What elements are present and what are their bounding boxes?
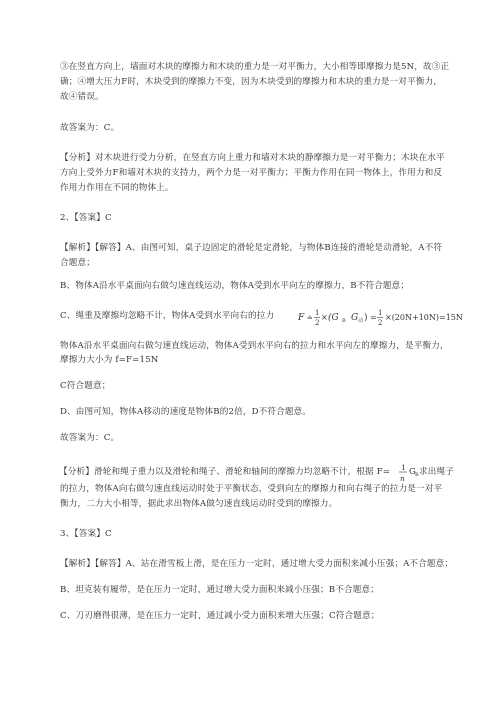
tension-formula xyxy=(298,305,468,331)
formula-g-open: (G xyxy=(328,313,339,323)
svg-text:1: 1 xyxy=(378,309,383,317)
text-line: ③在竖直方向上，墙面对木块的摩擦力和木块的重力是一对平衡力，大小相等即摩擦力是5N，故③正 xyxy=(60,62,450,72)
answer-line: 故答案为：C。 xyxy=(60,433,120,443)
svg-text:×: × xyxy=(321,313,328,322)
question-heading: 2、【答案】C xyxy=(60,213,112,223)
formula-num1: 1 xyxy=(315,309,320,317)
analysis-line: 方向上受外力F和墙对木块的支持力，两个力是一对平衡力；平衡力作用在同一物体上，作用力和反 xyxy=(60,168,443,178)
svg-text:1: 1 xyxy=(401,463,406,472)
formula-den1: 2 xyxy=(315,319,320,327)
solution-line: 物体A沿水平桌面向右做匀速直线运动，物体A受到水平向右的拉力和水平向左的摩擦力，是平衡力， xyxy=(60,341,449,351)
analysis-line: 【分析】对木块进行受力分析，在竖直方向上重力和墙对木块的静摩擦力是一对平衡力；木块在水平 xyxy=(60,153,445,163)
svg-text:动: 动 xyxy=(358,318,364,324)
formula-f: F xyxy=(298,313,305,323)
svg-text:≐: ≐ xyxy=(307,314,313,322)
question-heading: 3、【答案】C xyxy=(60,529,112,539)
solution-line: 【解析】【解答】A、站在滑雪板上滑，是在压力一定时，通过增大受力面积来减小压强；A不合题意； xyxy=(60,559,454,569)
solution-line: B、物体A沿水平桌面向右做匀速直线运动，物体A受到水平向左的摩擦力，B不符合题意； xyxy=(60,281,410,291)
solution-line: D、由图可知，物体A移动的速度是物体B的2倍，D不符合题意。 xyxy=(60,407,312,417)
solution-line: 合题意； xyxy=(60,258,95,268)
solution-line: B、坦克装有履带，是在压力一定时，通过增大受力面积来减小压强；B不合题意； xyxy=(60,585,379,595)
svg-text:=: = xyxy=(370,313,377,322)
analysis-g-sub: B xyxy=(415,472,419,478)
text-line: 故④错误。 xyxy=(60,92,104,102)
svg-text:2: 2 xyxy=(378,319,383,327)
solution-line: C符合题意； xyxy=(60,381,111,391)
analysis-line-tail: 求出绳子 xyxy=(419,467,454,477)
analysis-line: 衡力，二力大小相等，据此求出物体A做匀速直线运动时受到的摩擦力。 xyxy=(60,499,338,509)
svg-text:G: G xyxy=(351,313,359,323)
analysis-line: 作用力作用在不同的物体上。 xyxy=(60,183,174,193)
svg-text:B: B xyxy=(342,318,346,324)
solution-line: 【解析】【解答】A、由图可知，桌子边固定的滑轮是定滑轮，与物体B连接的滑轮是动滑轮，A不符 xyxy=(60,243,443,253)
svg-text:): ) xyxy=(364,313,368,323)
svg-text:n: n xyxy=(400,474,405,483)
analysis-line: 的拉力，物体A向右做匀速直线运动时处于平衡状态，受到向左的摩擦力和向右绳子的拉力是一对平 xyxy=(60,484,443,494)
solution-line: 摩擦力大小为 f=F=15N xyxy=(60,355,159,365)
svg-text:×(20N+10N)=15N: ×(20N+10N)=15N xyxy=(385,313,463,322)
text-line: 确；④增大压力F时，木块受到的摩擦力不变，因为木块受到的摩擦力和木块的重力是一对平衡力， xyxy=(60,77,443,87)
answer-line: 故答案为：C。 xyxy=(60,123,120,133)
analysis-g: G xyxy=(409,467,417,477)
analysis-line: 【分析】滑轮和绳子重力以及滑轮和绳子、滑轮和轴间的摩擦力均忽略不计，根据 F= xyxy=(59,467,391,477)
solution-line: C、刀刃磨得很薄，是在压力一定时，通过减小受力面积来增大压强；C符合题意； xyxy=(60,611,380,621)
solution-line: C、绳重及摩擦均忽略不计，物体A受到水平向右的拉力 xyxy=(60,311,275,321)
